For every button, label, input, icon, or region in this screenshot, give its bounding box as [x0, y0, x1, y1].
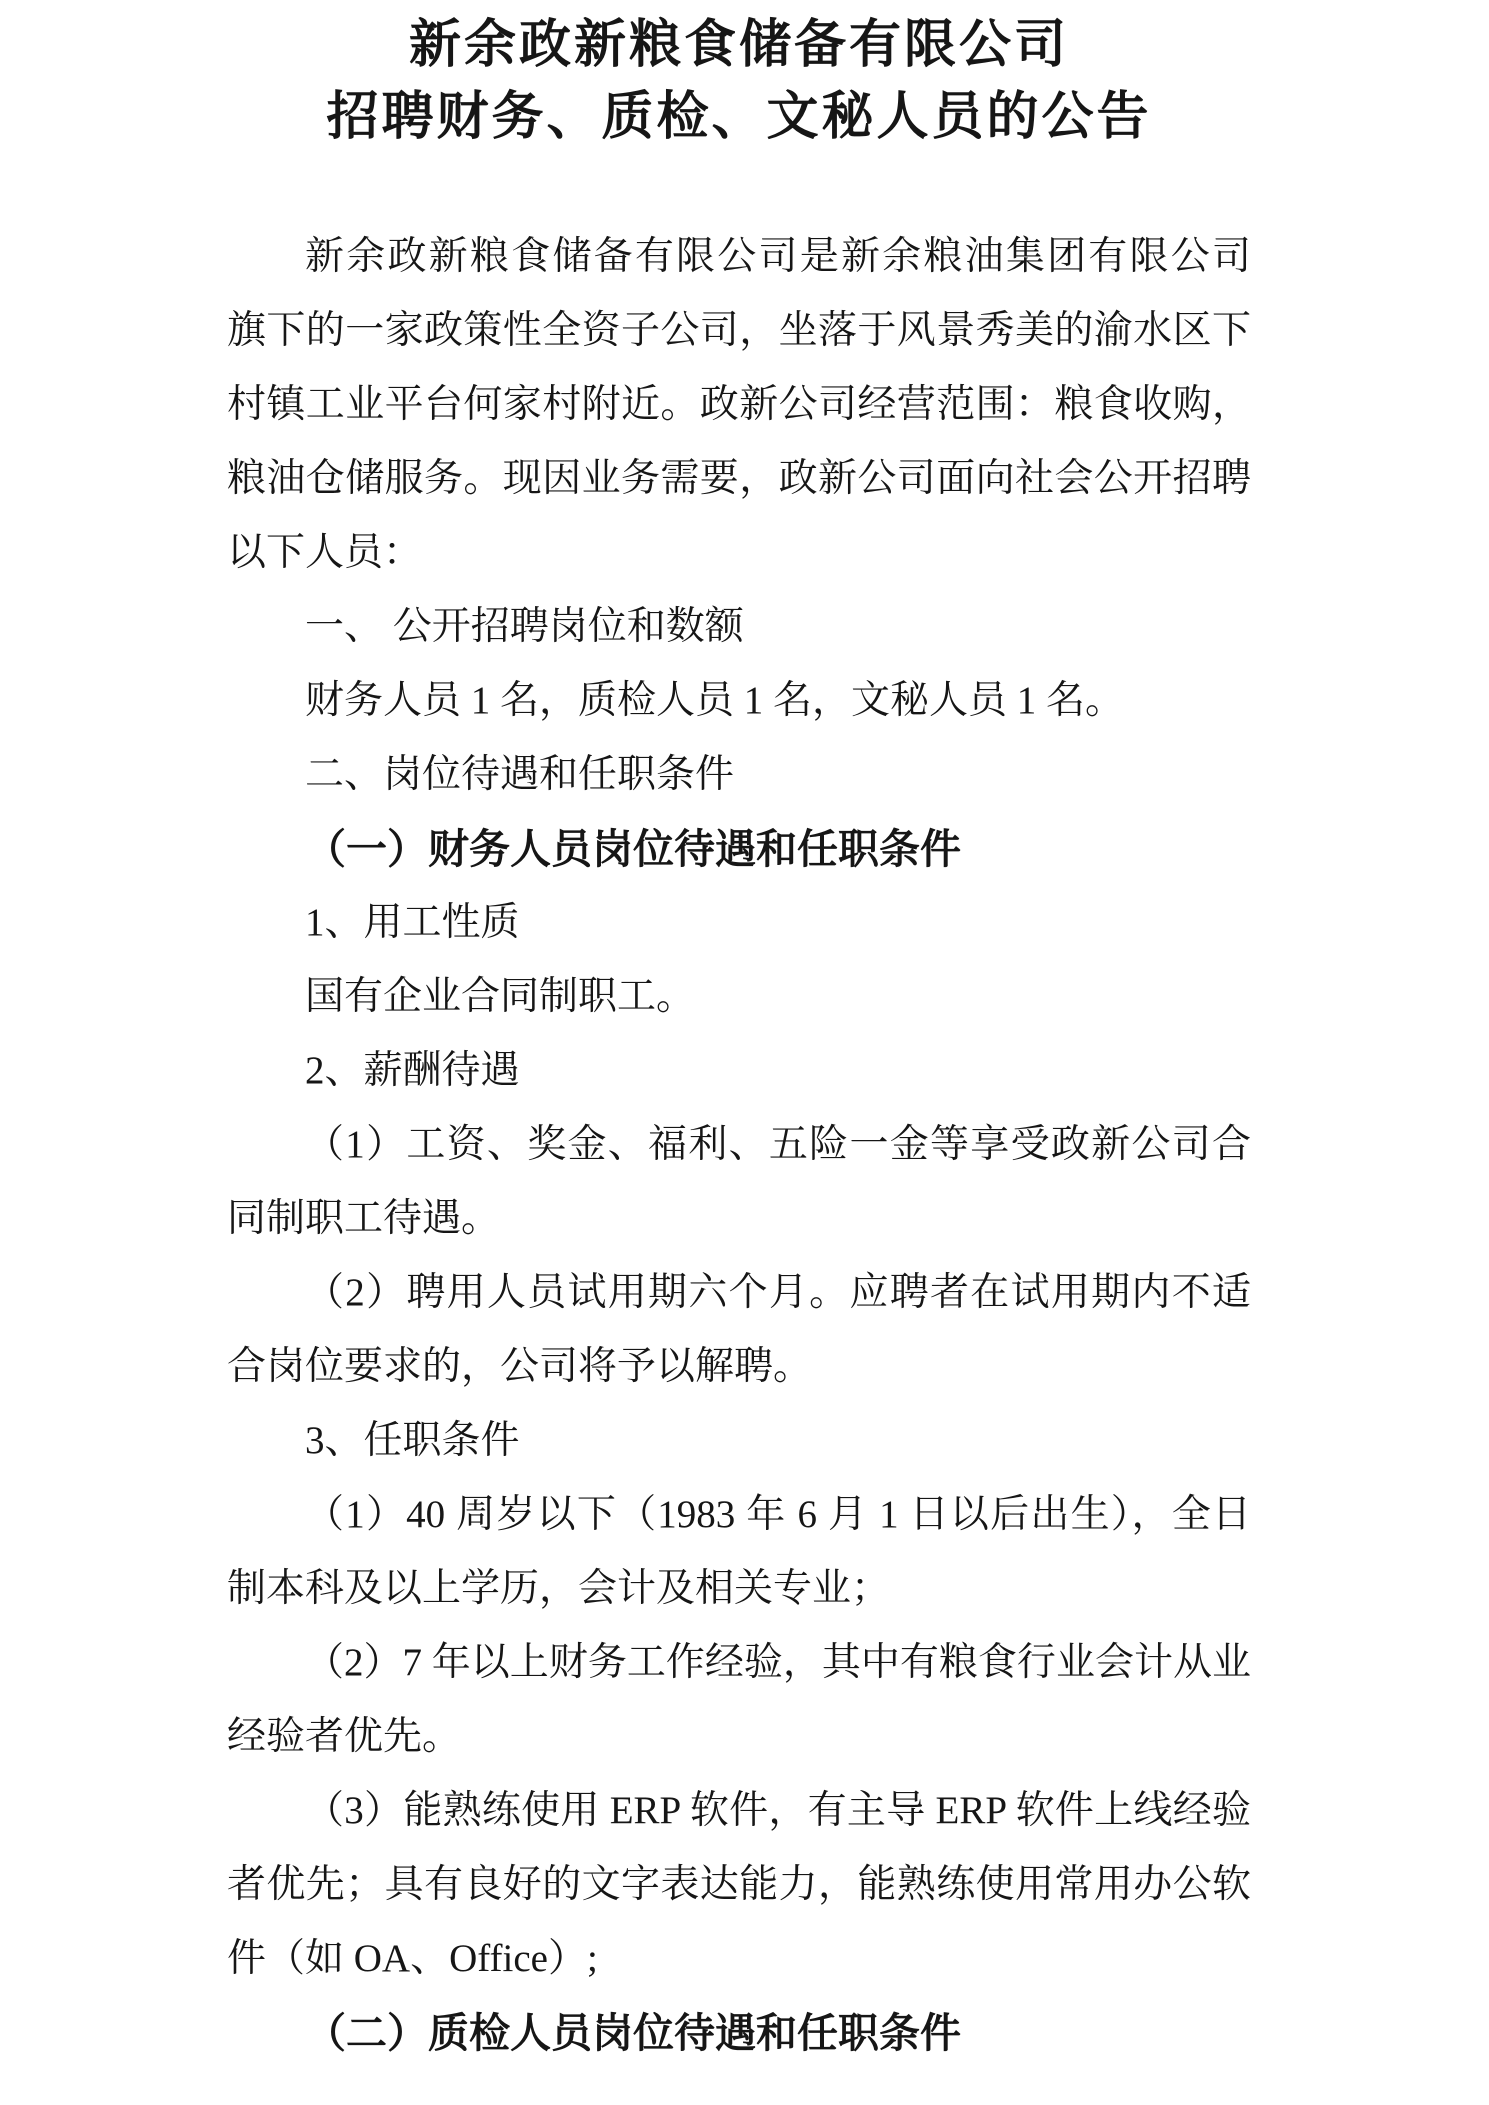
doc-line: 3、任职条件	[305, 1419, 520, 1462]
doc-body	[227, 220, 1251, 2070]
doc-line: （2）聘用人员试用期六个月。应聘者在试用期内不适	[305, 1271, 1251, 1314]
doc-line: 新余政新粮食储备有限公司是新余粮油集团有限公司	[305, 235, 1251, 278]
doc-line: 同制职工待遇。	[227, 1197, 501, 1240]
doc-line: 一、 公开招聘岗位和数额	[305, 605, 744, 648]
doc-line: 1、用工性质	[305, 901, 520, 944]
doc-line: 制本科及以上学历，会计及相关专业；	[227, 1567, 891, 1610]
doc-line: 以下人员：	[227, 531, 423, 574]
doc-line: 件（如 OA、Office）;	[227, 1937, 598, 1980]
doc-line: 财务人员 1 名，质检人员 1 名，文秘人员 1 名。	[305, 679, 1125, 722]
doc-title-line1: 新余政新粮食储备有限公司	[408, 17, 1069, 74]
doc-line: 合岗位要求的，公司将予以解聘。	[227, 1345, 813, 1388]
doc-line: 村镇工业平台何家村附近。政新公司经营范围：粮食收购，	[227, 383, 1251, 426]
doc-heading-line: （一）财务人员岗位待遇和任职条件	[305, 826, 961, 872]
doc-line: 旗下的一家政策性全资子公司，坐落于风景秀美的渝水区下	[227, 309, 1251, 352]
doc-line: 经验者优先。	[227, 1715, 462, 1758]
doc-line: 者优先；具有良好的文字表达能力，能熟练使用常用办公软	[227, 1863, 1251, 1906]
doc-title-line2: 招聘财务、质检、文秘人员的公告	[326, 89, 1152, 146]
doc-line: 国有企业合同制职工。	[305, 975, 696, 1018]
doc-line: 二、岗位待遇和任职条件	[305, 753, 735, 796]
doc-line: （2）7 年以上财务工作经验，其中有粮食行业会计从业	[305, 1641, 1251, 1684]
doc-line: 粮油仓储服务。现因业务需要，政新公司面向社会公开招聘	[227, 457, 1251, 500]
doc-line: （1）工资、奖金、福利、五险一金等享受政新公司合	[305, 1123, 1251, 1166]
doc-heading-line: （二）质检人员岗位待遇和任职条件	[305, 2010, 961, 2056]
doc-line: 2、薪酬待遇	[305, 1049, 520, 1092]
document-content	[227, 0, 1251, 2070]
doc-line: （1）40 周岁以下（1983 年 6 月 1 日以后出生），全日	[305, 1493, 1251, 1536]
document-title	[227, 10, 1251, 154]
doc-line: （3）能熟练使用 ERP 软件，有主导 ERP 软件上线经验	[305, 1789, 1251, 1832]
